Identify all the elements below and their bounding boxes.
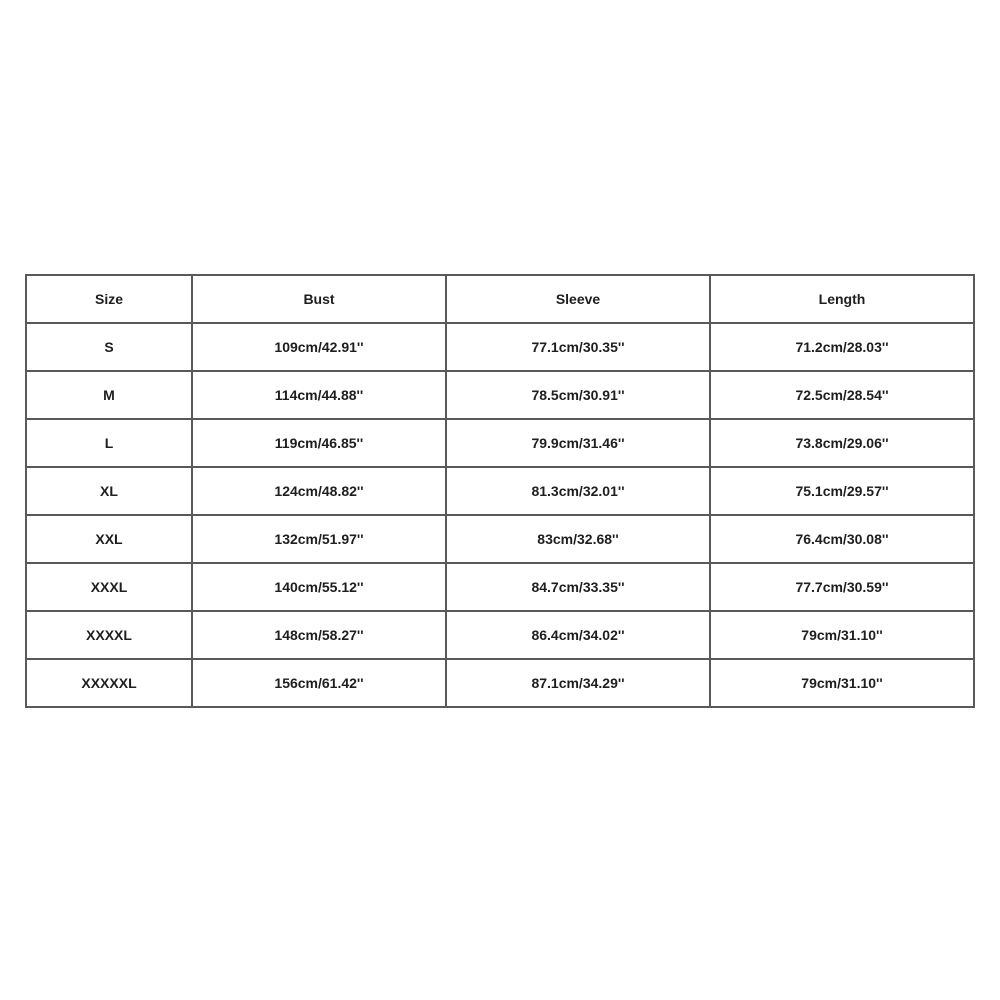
length-cell: 72.5cm/28.54''	[710, 371, 974, 419]
sleeve-cell: 86.4cm/34.02''	[446, 611, 710, 659]
length-cell: 71.2cm/28.03''	[710, 323, 974, 371]
size-cell: L	[26, 419, 192, 467]
table-row	[26, 323, 974, 371]
length-cell: 73.8cm/29.06''	[710, 419, 974, 467]
table-row	[26, 563, 974, 611]
sleeve-cell: 78.5cm/30.91''	[446, 371, 710, 419]
size-cell: XXXXL	[26, 611, 192, 659]
size-cell: XL	[26, 467, 192, 515]
size-cell: XXXXXL	[26, 659, 192, 707]
length-cell: 79cm/31.10''	[710, 659, 974, 707]
bust-cell: 132cm/51.97''	[192, 515, 446, 563]
bust-cell: 148cm/58.27''	[192, 611, 446, 659]
size-cell: XXL	[26, 515, 192, 563]
size-cell: XXXL	[26, 563, 192, 611]
sleeve-cell: 87.1cm/34.29''	[446, 659, 710, 707]
sleeve-cell: 77.1cm/30.35''	[446, 323, 710, 371]
bust-cell: 140cm/55.12''	[192, 563, 446, 611]
header-size: Size	[26, 275, 192, 323]
length-cell: 75.1cm/29.57''	[710, 467, 974, 515]
length-cell: 76.4cm/30.08''	[710, 515, 974, 563]
sleeve-cell: 79.9cm/31.46''	[446, 419, 710, 467]
bust-cell: 114cm/44.88''	[192, 371, 446, 419]
bust-cell: 156cm/61.42''	[192, 659, 446, 707]
bust-cell: 124cm/48.82''	[192, 467, 446, 515]
table-row	[26, 371, 974, 419]
table-row	[26, 419, 974, 467]
table-row	[26, 611, 974, 659]
sleeve-cell: 81.3cm/32.01''	[446, 467, 710, 515]
sleeve-cell: 83cm/32.68''	[446, 515, 710, 563]
bust-cell: 109cm/42.91''	[192, 323, 446, 371]
table-row	[26, 467, 974, 515]
size-cell: S	[26, 323, 192, 371]
header-length: Length	[710, 275, 974, 323]
header-sleeve: Sleeve	[446, 275, 710, 323]
size-chart-table	[25, 274, 975, 708]
table-row	[26, 515, 974, 563]
header-row	[26, 275, 974, 323]
length-cell: 77.7cm/30.59''	[710, 563, 974, 611]
length-cell: 79cm/31.10''	[710, 611, 974, 659]
bust-cell: 119cm/46.85''	[192, 419, 446, 467]
size-cell: M	[26, 371, 192, 419]
header-bust: Bust	[192, 275, 446, 323]
sleeve-cell: 84.7cm/33.35''	[446, 563, 710, 611]
table-row	[26, 659, 974, 707]
